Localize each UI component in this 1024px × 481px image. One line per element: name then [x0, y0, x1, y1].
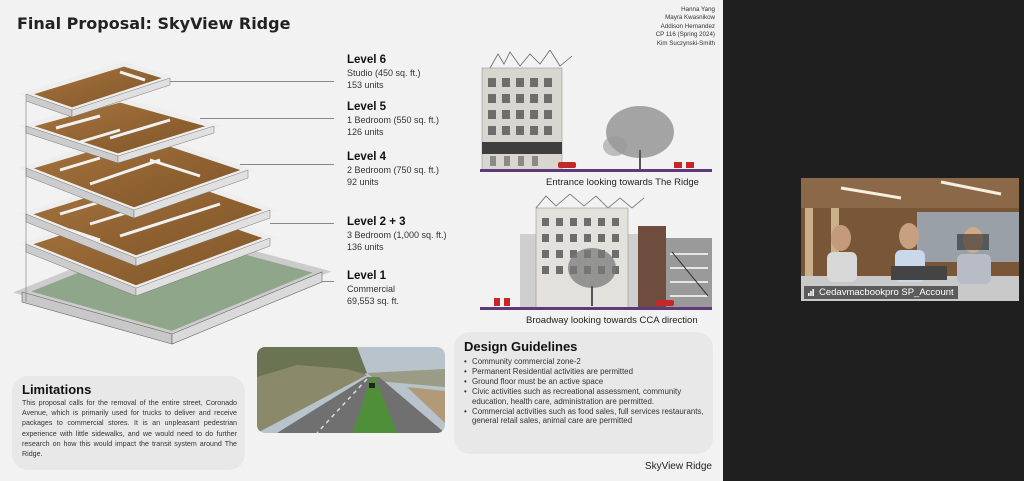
limitations-text: This proposal calls for the removal of the entire street, Coronado Avenue, which is primarily used for trucks to deliver and receive packages to commercial stores. It is an unpleasant pedestrian experience with little sidewalks, and we would need to do further research on how this would impact the transit system around The Ridge. — [22, 399, 237, 459]
level-label — [347, 100, 439, 138]
level-heading: Level 6 — [347, 54, 386, 66]
street-photo — [257, 347, 445, 433]
leader-line — [200, 118, 334, 119]
level-label — [347, 53, 421, 91]
level-count: 92 units — [347, 177, 379, 187]
level-heading: Level 4 — [347, 151, 386, 163]
level-label — [347, 215, 447, 253]
signal-bars-icon — [808, 288, 816, 296]
exploded-floor-plan-diagram — [0, 0, 340, 350]
entrance-elevation-image — [480, 50, 712, 174]
list-item: • Civic activities such as recreational assessment, community education, health care, administration are permitted. — [464, 387, 710, 407]
instructor-line: Kim Suczynski-Smith — [656, 39, 715, 47]
leader-line — [322, 281, 334, 282]
participant-video-tile[interactable] — [801, 178, 1019, 301]
author-line: Hanna Yang — [681, 6, 715, 13]
level-count: 136 units — [347, 242, 384, 252]
leader-line — [270, 223, 334, 224]
leader-line — [240, 164, 334, 165]
level-detail: Studio (450 sq. ft.) — [347, 68, 421, 78]
level-detail: 3 Bedroom (1,000 sq. ft.) — [347, 230, 447, 240]
level-detail: Commercial — [347, 284, 396, 294]
list-item: • Community commercial zone-2 — [464, 357, 710, 367]
leader-line — [170, 81, 334, 82]
entrance-caption: Entrance looking towards The Ridge — [546, 177, 699, 188]
level-detail: 1 Bedroom (550 sq. ft.) — [347, 115, 440, 125]
author-line: Mayra Kwasnikow — [665, 14, 715, 22]
slide-footer: SkyView Ridge — [644, 461, 712, 472]
design-guidelines-list — [464, 357, 710, 426]
level-heading: Level 2 + 3 — [347, 216, 406, 228]
list-item: • Commercial activities such as food sales, full services restaurants, general retail sales, animal care are permitted — [464, 407, 710, 427]
classroom-video-image — [801, 178, 1019, 301]
level-detail: 2 Bedroom (750 sq. ft.) — [347, 165, 440, 175]
slide-title: Final Proposal: SkyView Ridge — [17, 14, 291, 33]
level-label — [347, 150, 439, 188]
course-line: CP 116 (Spring 2024) — [655, 31, 715, 39]
design-guidelines-title: Design Guidelines — [464, 339, 578, 354]
list-item: • Permanent Residential activities are permitted — [464, 367, 710, 377]
level-count: 153 units — [347, 80, 384, 90]
author-list — [656, 6, 715, 48]
level-count: 126 units — [347, 127, 384, 137]
level-count: 69,553 sq. ft. — [347, 296, 400, 306]
participant-name-tag — [804, 286, 958, 299]
list-item: • Ground floor must be an active space — [464, 377, 710, 387]
level-label — [347, 269, 399, 307]
level-heading: Level 5 — [347, 101, 386, 113]
author-line: Addison Hernandez — [660, 22, 715, 30]
broadway-elevation-image — [480, 194, 712, 312]
participant-name: Cedavmacbookpro SP_Account — [819, 287, 954, 298]
level-heading: Level 1 — [347, 270, 386, 282]
broadway-caption: Broadway looking towards CCA direction — [526, 315, 698, 326]
limitations-title: Limitations — [22, 382, 92, 397]
